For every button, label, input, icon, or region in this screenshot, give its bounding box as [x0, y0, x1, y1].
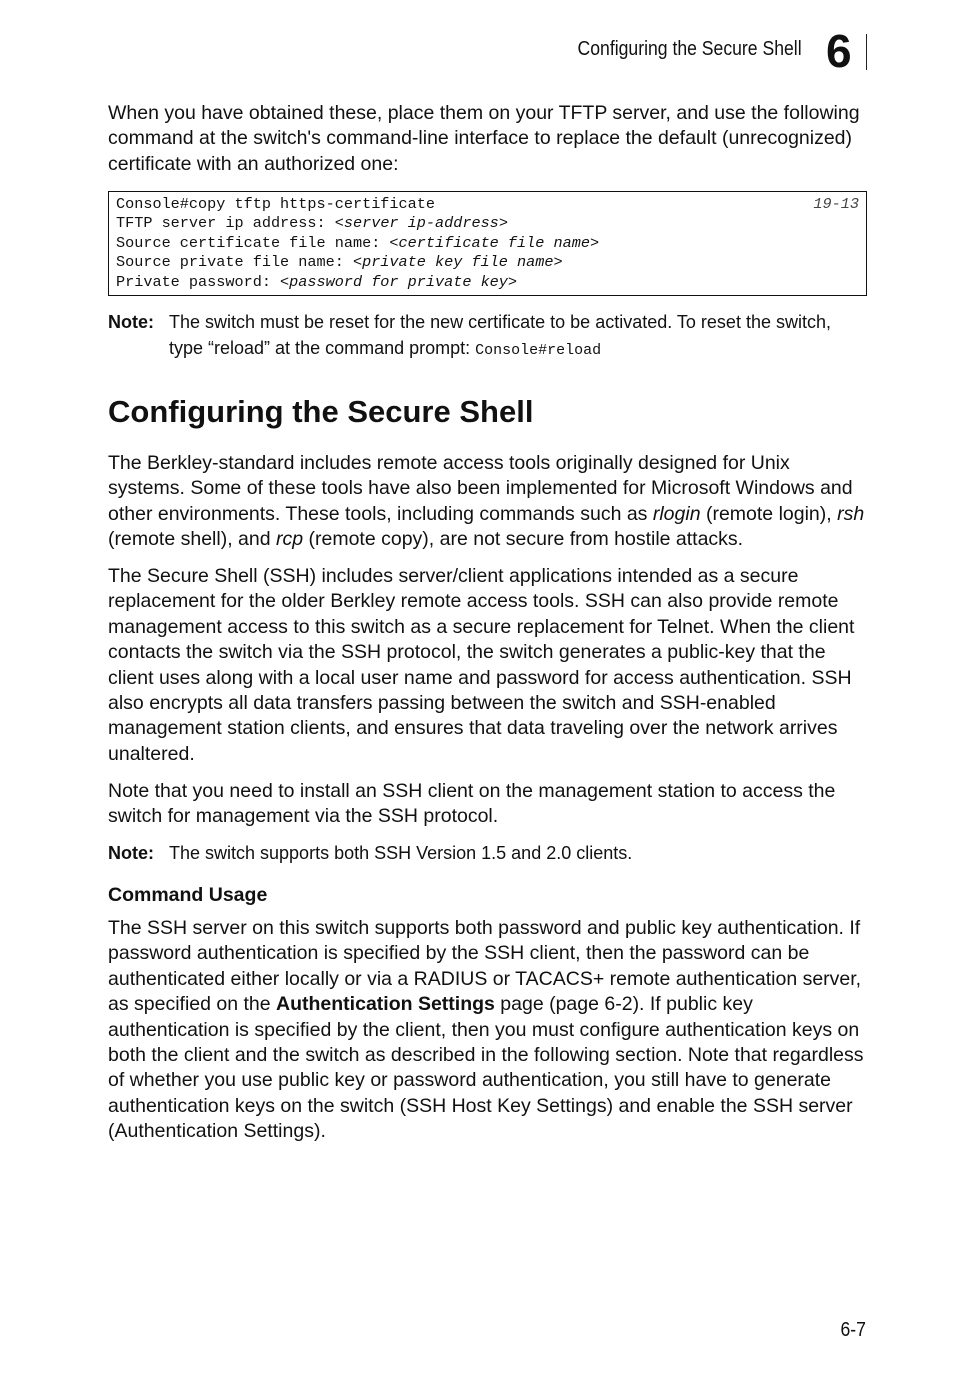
- code-line-1: Console#copy tftp https-certificate 19-13: [116, 195, 859, 213]
- note-text: The switch supports both SSH Version 1.5 and 2.0 clients.: [169, 843, 633, 863]
- section-title: Configuring the Secure Shell: [108, 394, 534, 429]
- note-label: Note:: [108, 312, 154, 332]
- note-label: Note:: [108, 843, 154, 863]
- inline-command: Console#reload: [475, 341, 602, 359]
- code-line-4: Source private file name: <private key file name>: [116, 253, 563, 272]
- chapter-badge: [826, 25, 867, 77]
- code-line-5: Private password: <password for private key>: [116, 272, 518, 291]
- intro-paragraph: When you have obtained these, place them on your TFTP server, and use the following command at the switch's command-line interface to replace the default (unrecognized) certificate with an authorized one:: [108, 102, 860, 175]
- code-reference: 19-13: [813, 195, 859, 213]
- auth-settings-ref: Authentication Settings: [276, 993, 495, 1016]
- paragraph-client-note: Note that you need to install an SSH client on the management station to access the switch for management via the SSH protocol.: [108, 780, 836, 828]
- note-text: The switch must be reset for the new certificate to be activated. To reset the switch, type “reload” at the command prompt: Console#reload: [169, 312, 831, 359]
- code-line-3: Source certificate file name: <certificate file name>: [116, 233, 600, 252]
- code-line-2: TFTP server ip address: <server ip-address>: [116, 214, 508, 233]
- paragraph-usage: The SSH server on this switch supports both password and public key authentication. If password authentication is specified by the SSH client, then the password can be authenticated either locally or via a RADIUS or TACACS+ remote authentication server, as specified on the Authentication Settings page (page 6-2). If public key authentication is specified by the client, then you must configure authentication keys on both the client and the switch as described in the following section. Note that regardless of whether you use public key or password authentication, you still have to generate authentication keys on the switch (SSH Host Key Settings) and enable the SSH server (Authentication Settings).: [108, 917, 864, 1143]
- chapter-number: 6: [826, 25, 852, 77]
- code-block: [108, 191, 867, 296]
- running-header: Configuring the Secure Shell: [577, 38, 802, 60]
- paragraph-ssh: The Secure Shell (SSH) includes server/client applications intended as a secure replacement for the older Berkley remote access tools. SSH can also provide remote management access to this switch as a secure replacement for Telnet. When the client contacts the switch via the SSH protocol, the switch generates a public-key that the client uses along with a local user name and password for access authentication. SSH also encrypts all data transfers passing between the switch and SSH-enabled management station clients, and ensures that data traveling over the network arrives unaltered.: [108, 565, 855, 765]
- page-number: 6-7: [840, 1319, 866, 1341]
- paragraph-berkley: The Berkley-standard includes remote access tools originally designed for Unix systems. Some of these tools have also been implemented for Microsoft Windows and other environments. These tools, including commands such as rlogin (remote login), rsh (remote shell), and rcp (remote copy), are not secure from hostile attacks.: [108, 452, 865, 551]
- command-usage-heading: Command Usage: [108, 884, 268, 906]
